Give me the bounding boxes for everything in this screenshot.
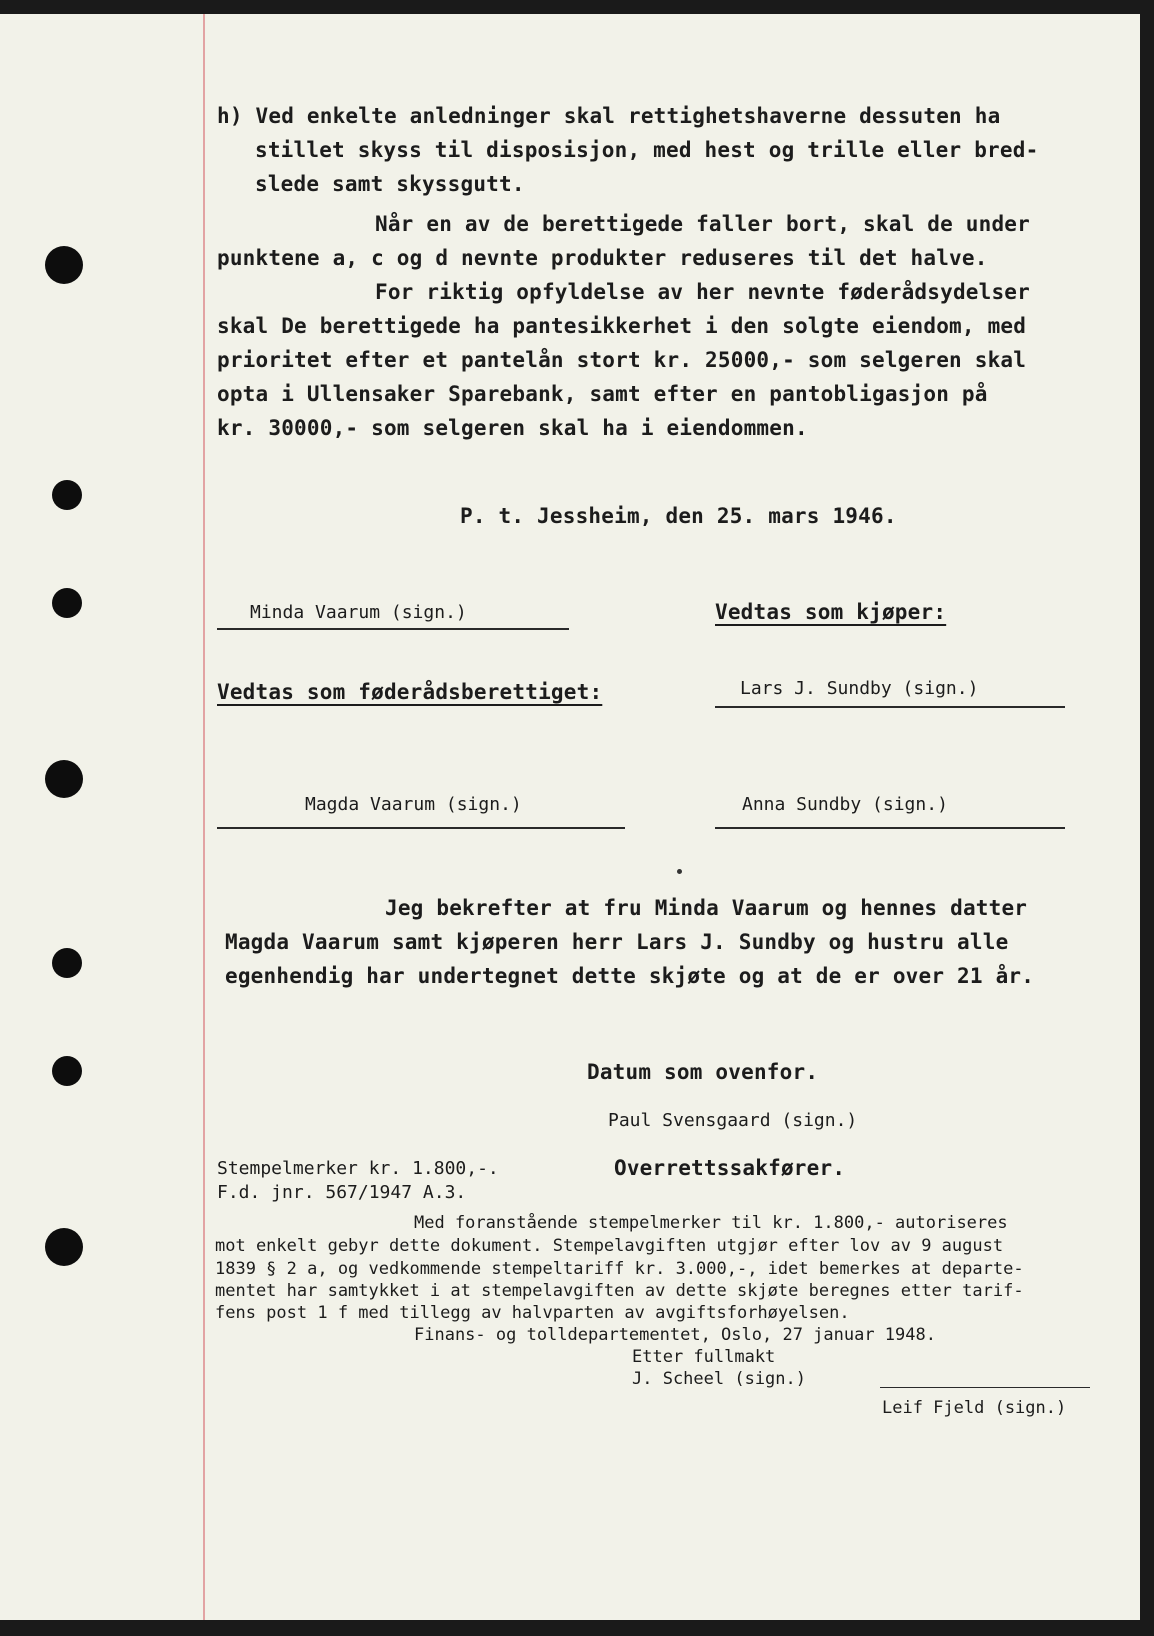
para-security-line: kr. 30000,- som selgeren skal ha i eiendommen. xyxy=(217,416,808,440)
buyer-heading: Vedtas som kjøper: xyxy=(715,600,947,624)
para-security-line: prioritet efter et pantelån stort kr. 25000,- som selgeren skal xyxy=(217,348,1027,372)
authorization-line: J. Scheel (sign.) xyxy=(632,1369,806,1389)
signature-line xyxy=(715,827,1065,829)
para-h-line: h) Ved enkelte anledninger skal rettighetshaverne dessuten ha xyxy=(217,104,1001,128)
authorization-line: mentet har samtykket i at stempelavgiften av dette skjøte beregnes etter tarif- xyxy=(215,1281,1024,1301)
punch-hole xyxy=(52,1056,82,1086)
beneficiary-heading: Vedtas som føderådsberettiget: xyxy=(217,680,603,704)
para-reduce-line: punktene a, c og d nevnte produkter reduseres til det halve. xyxy=(217,246,988,270)
ink-dot xyxy=(677,869,682,874)
para-security-line: For riktig opfyldelse av her nevnte føderådsydelser xyxy=(375,280,1030,304)
signature-line xyxy=(217,628,569,630)
authorization-line: Etter fullmakt xyxy=(632,1347,776,1367)
authorization-line: Med foranstående stempelmerker til kr. 1.800,- autoriseres xyxy=(414,1213,1008,1233)
seller-signature: Minda Vaarum (sign.) xyxy=(250,602,467,623)
lawyer-signature: Paul Svensgaard (sign.) xyxy=(608,1110,858,1131)
punch-hole xyxy=(45,1228,83,1266)
confirmation-line: egenhendig har undertegnet dette skjøte og at de er over 21 år. xyxy=(225,964,1035,988)
punch-hole xyxy=(52,948,82,978)
beneficiary-signature: Magda Vaarum (sign.) xyxy=(305,794,522,815)
para-h-line: stillet skyss til disposisjon, med hest og trille eller bred- xyxy=(255,138,1039,162)
lawyer-title: Overrettssakfører. xyxy=(614,1156,846,1180)
para-h-line: slede samt skyssgutt. xyxy=(255,172,525,196)
authorization-line: Leif Fjeld (sign.) xyxy=(882,1398,1067,1418)
punch-hole xyxy=(52,588,82,618)
confirmation-line: Magda Vaarum samt kjøperen herr Lars J. Sundby og hustru alle xyxy=(225,930,1009,954)
datum-line: Datum som ovenfor. xyxy=(587,1060,819,1084)
signature-line xyxy=(880,1387,1090,1388)
punch-hole xyxy=(45,760,83,798)
buyer1-signature: Lars J. Sundby (sign.) xyxy=(740,678,979,699)
confirmation-line: Jeg bekrefter at fru Minda Vaarum og hennes datter xyxy=(385,896,1028,920)
signature-line xyxy=(715,706,1065,708)
authorization-line: mot enkelt gebyr dette dokument. Stempelavgiften utgjør efter lov av 9 august xyxy=(215,1236,1004,1256)
para-security-line: skal De berettigede ha pantesikkerhet i den solgte eiendom, med xyxy=(217,314,1027,338)
punch-hole xyxy=(52,480,82,510)
para-security-line: opta i Ullensaker Sparebank, samt efter en pantobligasjon på xyxy=(217,382,988,406)
punch-hole xyxy=(45,246,83,284)
authorization-line: 1839 § 2 a, og vedkommende stempeltariff kr. 3.000,-, idet bemerkes at departe- xyxy=(215,1259,1024,1279)
margin-line xyxy=(203,14,205,1620)
authorization-line: fens post 1 f med tillegg av halvparten av avgiftsforhøyelsen. xyxy=(215,1303,850,1323)
stamp-line: Stempelmerker kr. 1.800,-. xyxy=(217,1158,499,1179)
para-reduce-line: Når en av de berettigede faller bort, skal de under xyxy=(375,212,1030,236)
signature-line xyxy=(217,827,625,829)
buyer2-signature: Anna Sundby (sign.) xyxy=(742,794,948,815)
authorization-line: Finans- og tolldepartementet, Oslo, 27 januar 1948. xyxy=(414,1325,936,1345)
place-date: P. t. Jessheim, den 25. mars 1946. xyxy=(460,504,897,528)
stamp-line: F.d. jnr. 567/1947 A.3. xyxy=(217,1182,467,1203)
document-page xyxy=(0,14,1140,1620)
